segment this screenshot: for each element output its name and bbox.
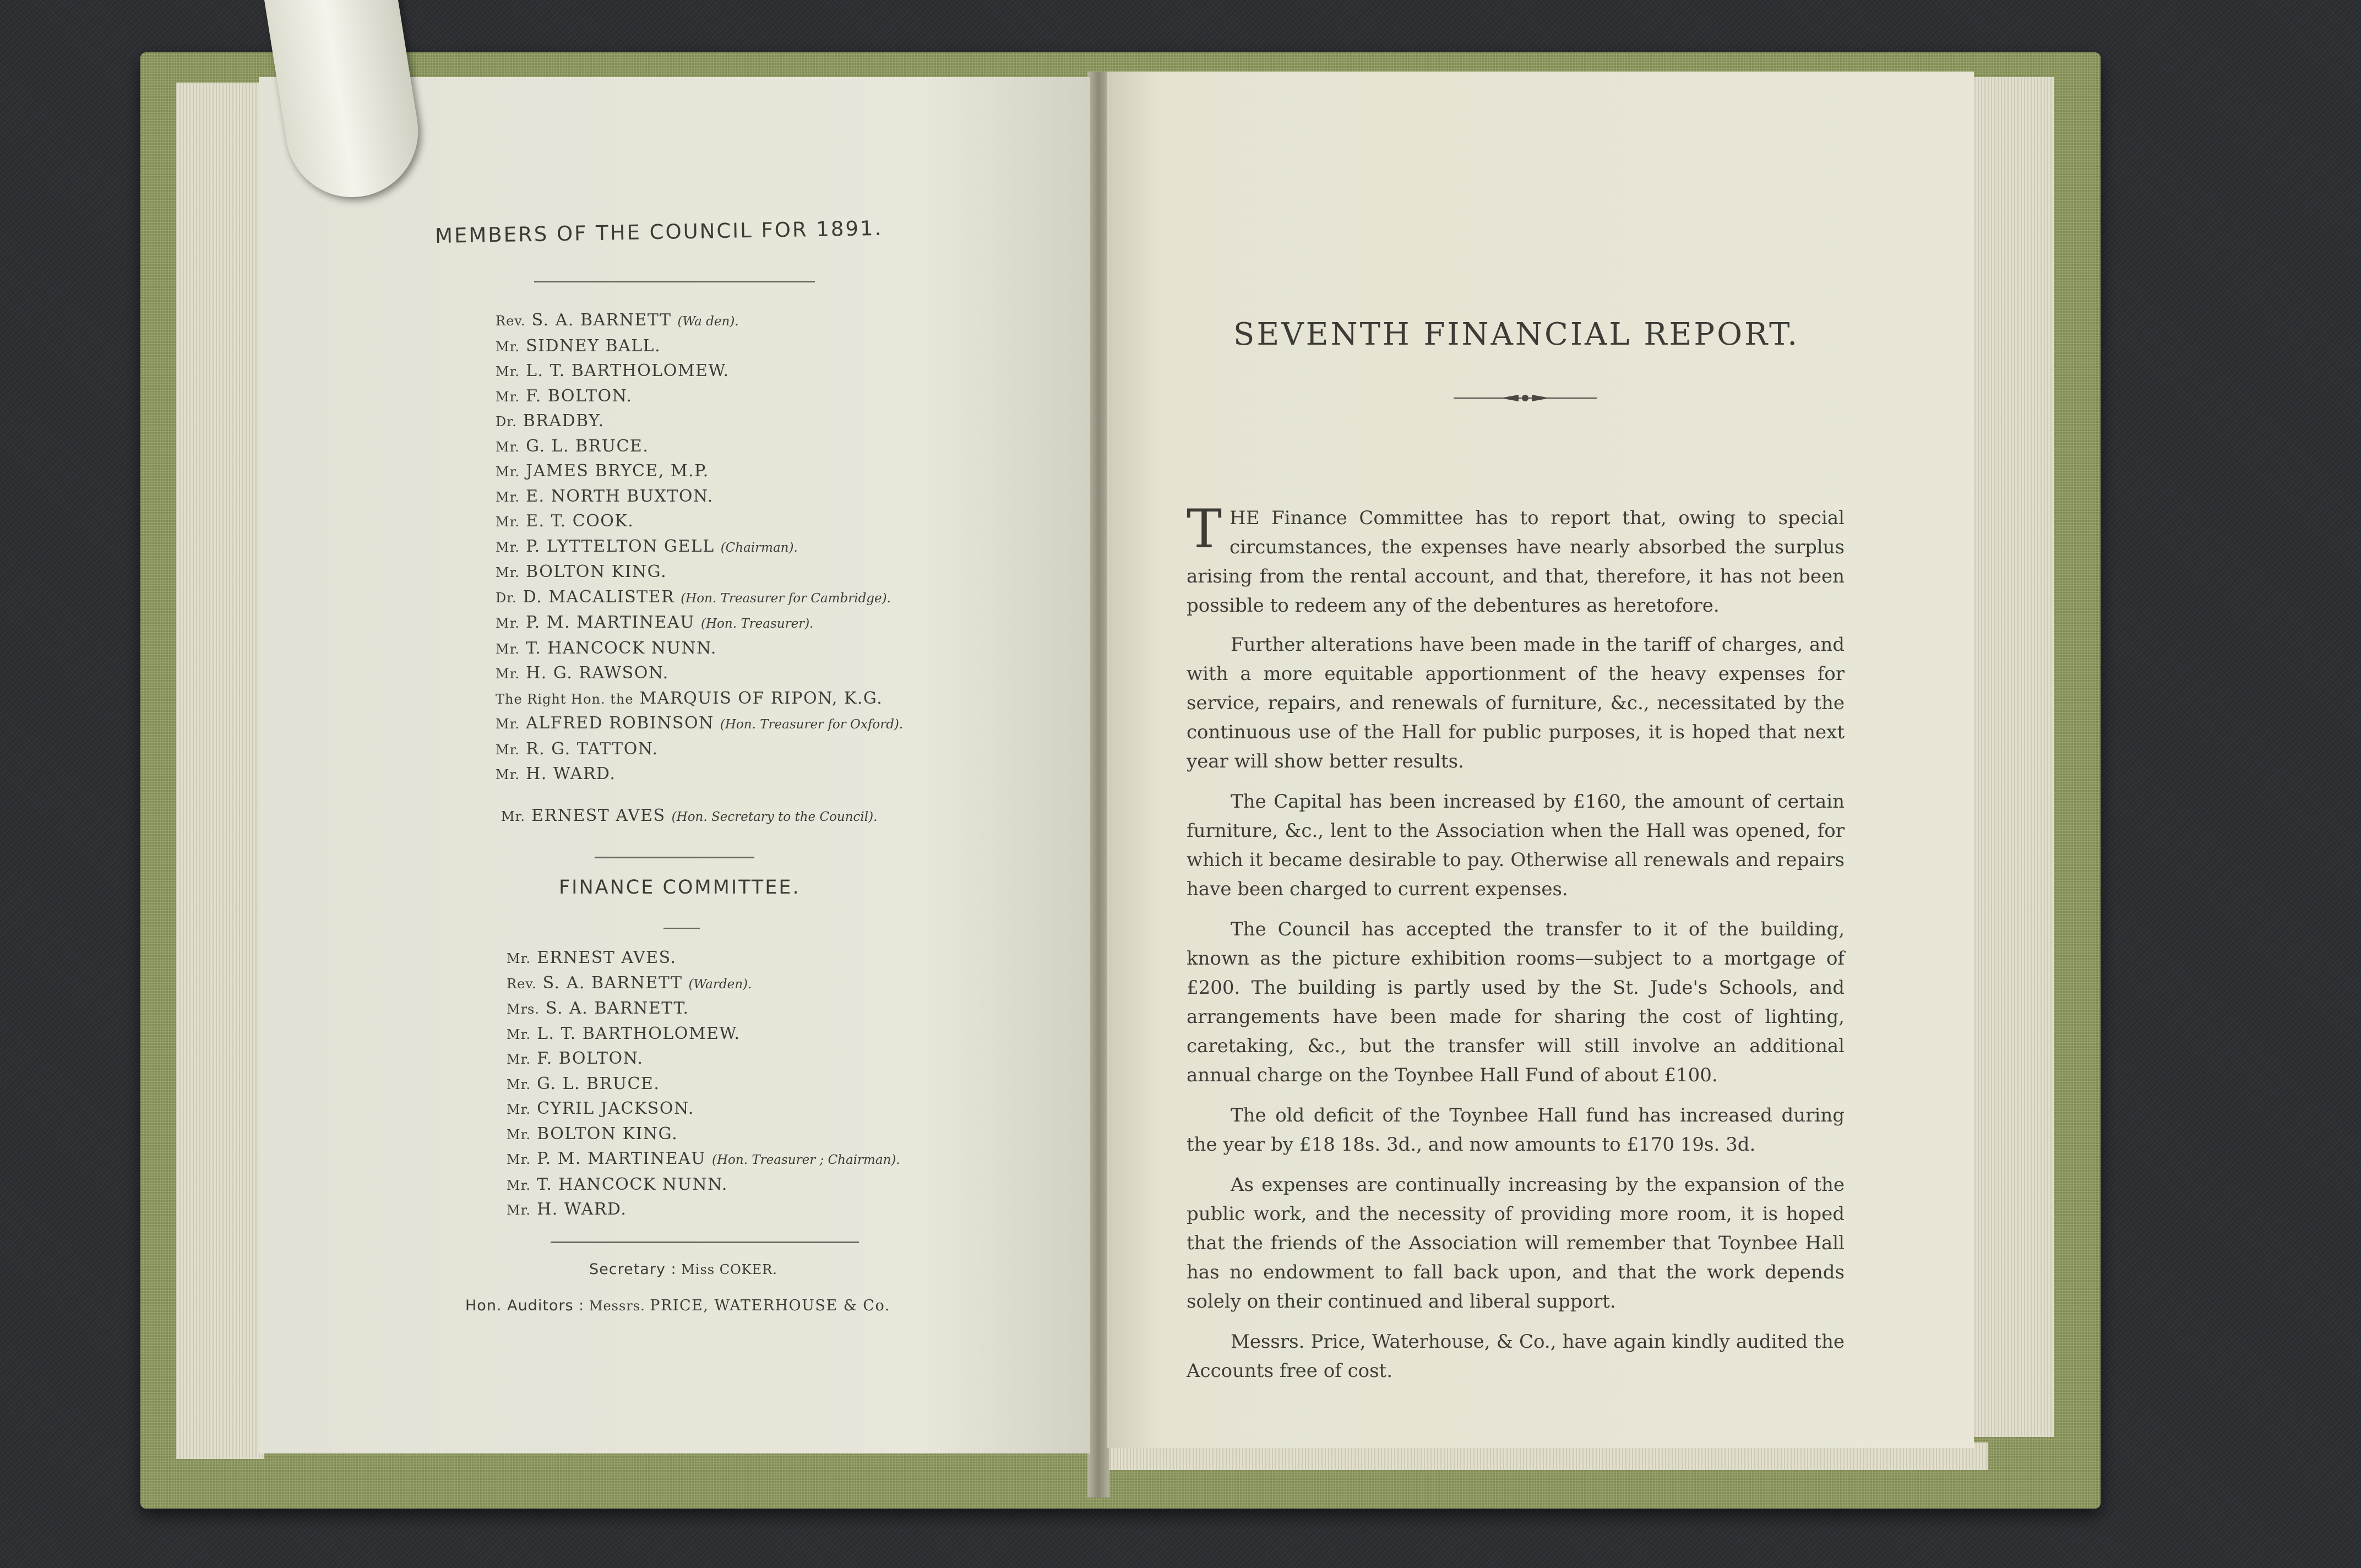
member-honorific: Mr. — [496, 742, 520, 758]
book-gutter — [1087, 72, 1109, 1498]
member-honorific: Rev. — [507, 976, 537, 992]
member-name: F. BOLTON. — [537, 1049, 644, 1068]
report-paragraph-5: The old deficit of the Toynbee Hall fund has increased during the year by £18 18s. 3d., and now amounts to £170 19s. 3d. — [1187, 1104, 1845, 1156]
member-honorific: Mr. — [496, 489, 520, 505]
member-note: (Warden). — [688, 977, 752, 992]
member-entry — [507, 1173, 900, 1198]
member-name: MARQUIS OF RIPON, K.G. — [639, 688, 883, 708]
auditors-line: Hon. Auditors : Messrs. PRICE, WATERHOUSE & Co. — [465, 1297, 890, 1314]
report-paragraph-2: Further alterations have been made in the tariff of charges, and with a more equitable apportionment of the heavy expenses for service, repairs, and renewals of furniture, &c., necessitated by the continuous use of the Hall for public purposes, it is hoped that next year will show better results. — [1187, 634, 1845, 772]
member-honorific: Mr. — [496, 464, 520, 480]
member-name: T. HANCOCK NUNN. — [526, 638, 717, 658]
member-name: CYRIL JACKSON. — [537, 1099, 694, 1118]
member-name: H. WARD. — [526, 764, 616, 783]
member-entry — [507, 1147, 900, 1173]
council-title-rule — [534, 281, 815, 282]
member-entry — [507, 1047, 900, 1072]
member-entry — [496, 308, 903, 334]
member-honorific: Mr. — [507, 1052, 531, 1067]
member-name: H. WARD. — [537, 1200, 627, 1219]
member-entry — [507, 1022, 900, 1047]
member-honorific: Mr. — [496, 767, 520, 782]
member-entry — [496, 535, 903, 560]
member-name: S. A. BARNETT — [531, 311, 672, 330]
finance-ornament-rule — [663, 928, 700, 929]
member-entry — [507, 1197, 900, 1223]
report-paragraph-4: The Council has accepted the transfer to it of the building, known as the picture exhibition rooms—subject to a mortgage of £200. The building is partly used by the St. Jude's Schools, and arrangements have been made for sharing the cost of lighting, caretaking, &c., but the transfer will still involve an additional annual charge on the Toynbee Hall Fund of about £100. — [1187, 918, 1845, 1086]
member-name: JAMES BRYCE, M.P. — [526, 461, 709, 481]
member-name: T. HANCOCK NUNN. — [537, 1174, 728, 1194]
page-edges-left — [176, 83, 264, 1459]
member-name: P. LYTTELTON GELL — [526, 536, 715, 556]
member-name: G. L. BRUCE. — [537, 1074, 660, 1093]
member-honorific: Mr. — [496, 666, 520, 682]
finance-top-rule — [595, 857, 754, 858]
member-name: ALFRED ROBINSON — [526, 714, 714, 733]
secretary-line: Secretary : Miss COKER. — [589, 1261, 777, 1278]
member-honorific: Mr. — [507, 1126, 531, 1142]
report-paragraphs — [1187, 630, 1845, 1386]
report-paragraph-7: Messrs. Price, Waterhouse, & Co., have again kindly audited the Accounts free of cost. — [1187, 1331, 1845, 1382]
member-note: (Chairman). — [720, 540, 798, 555]
member-entry — [496, 334, 903, 360]
member-name: S. A. BARNETT — [542, 973, 683, 993]
member-entry — [507, 1097, 900, 1122]
report-paragraph-1: THE Finance Committee has to report that, owing to special circumstances, the expenses have nearly absorbed the surplus arising from the rental account, and that, therefore, it has not been possible to redeem any of the debentures as heretofore. — [1187, 498, 1845, 617]
member-entry — [496, 737, 903, 763]
member-entry — [496, 585, 903, 611]
member-entry — [496, 636, 903, 662]
member-note: (Hon. Treasurer). — [701, 617, 814, 631]
member-name: BOLTON KING. — [526, 562, 667, 581]
member-entry — [496, 434, 903, 460]
member-note: (Hon. Treasurer for Oxford). — [720, 717, 904, 732]
member-entry — [496, 611, 903, 636]
member-name: F. BOLTON. — [526, 386, 633, 406]
member-name: P. M. MARTINEAU — [526, 613, 695, 632]
report-body — [1187, 498, 1845, 1397]
member-entry — [507, 946, 900, 971]
member-honorific: Mr. — [496, 339, 520, 355]
member-name: R. G. TATTON. — [526, 739, 659, 759]
member-honorific: Mr. — [496, 616, 520, 631]
finance-committee-title: FINANCE COMMITTEE. — [559, 876, 801, 899]
member-honorific: Mr. — [496, 565, 520, 580]
report-paragraph-6: As expenses are continually increasing by the expansion of the public work, and the necessity of providing more room, it is hoped that the friends of the Association will remember that Toynbee Hall has no endowment to fall back upon, and that the work depends solely on their continued and liberal support. — [1187, 1174, 1845, 1313]
member-honorific: Mr. — [496, 364, 520, 379]
member-name: E. NORTH BUXTON. — [526, 486, 714, 506]
member-honorific: Mr. — [496, 539, 520, 555]
title-ornament — [1454, 390, 1597, 406]
report-title: SEVENTH FINANCIAL REPORT. — [1233, 317, 1800, 352]
member-name: P. M. MARTINEAU — [537, 1149, 706, 1168]
member-name: BOLTON KING. — [537, 1124, 678, 1144]
member-honorific: Rev. — [496, 313, 526, 329]
member-entry — [496, 484, 903, 510]
member-honorific: Mr. — [496, 641, 520, 657]
member-honorific: Dr. — [496, 590, 517, 606]
member-honorific: Mr. — [507, 1102, 531, 1117]
right-page — [1107, 72, 1974, 1448]
member-entry — [496, 711, 903, 737]
member-name: BRADBY. — [523, 411, 605, 431]
finance-members-list — [507, 946, 900, 1223]
council-members-list — [496, 308, 903, 787]
member-name: G. L. BRUCE. — [526, 436, 649, 456]
member-note: (Hon. Treasurer for Cambridge). — [681, 591, 891, 606]
member-entry — [496, 661, 903, 687]
left-page — [259, 77, 1090, 1453]
footer-rule — [551, 1242, 859, 1243]
member-honorific: Mr. — [507, 1202, 531, 1218]
council-title: MEMBERS OF THE COUNCIL FOR 1891. — [434, 216, 883, 248]
member-entry — [507, 1122, 900, 1147]
member-honorific: The Right Hon. the — [496, 691, 634, 707]
member-honorific: Mrs. — [507, 1001, 540, 1017]
member-entry — [496, 384, 903, 410]
member-note: (Wa den). — [677, 314, 739, 329]
member-honorific: Mr. — [496, 389, 520, 405]
member-name: L. T. BARTHOLOMEW. — [537, 1023, 741, 1043]
member-name: S. A. BARNETT. — [546, 999, 689, 1018]
member-honorific: Mr. — [496, 439, 520, 455]
member-name: L. T. BARTHOLOMEW. — [526, 361, 730, 380]
member-entry — [496, 687, 903, 712]
member-entry — [496, 459, 903, 484]
report-paragraph-3: The Capital has been increased by £160, the amount of certain furniture, &c., lent to the Association when the Hall was opened, for which it became desirable to pay. Otherwise all renewals and repairs have been charged to current expenses. — [1187, 791, 1845, 900]
member-honorific: Mr. — [507, 1076, 531, 1092]
page-edges-right — [1971, 77, 2054, 1437]
drop-cap: T — [1187, 498, 1222, 560]
member-honorific: Mr. — [496, 514, 520, 530]
member-honorific: Mr. — [496, 716, 520, 732]
member-name: E. T. COOK. — [526, 511, 634, 531]
member-entry — [507, 1072, 900, 1097]
member-honorific: Mr. — [507, 1026, 531, 1042]
member-entry — [507, 971, 900, 997]
member-honorific: Mr. — [507, 1152, 531, 1167]
council-secretary-line: Mr. ERNEST AVES (Hon. Secretary to the Council). — [501, 806, 878, 825]
member-note: (Hon. Treasurer ; Chairman). — [712, 1153, 900, 1167]
member-name: D. MACALISTER — [523, 587, 675, 607]
member-entry — [496, 359, 903, 384]
member-entry — [496, 560, 903, 585]
member-honorific: Dr. — [496, 414, 517, 429]
member-name: H. G. RAWSON. — [526, 663, 669, 683]
member-honorific: Mr. — [507, 1177, 531, 1193]
member-entry — [507, 997, 900, 1022]
member-name: ERNEST AVES. — [537, 948, 677, 967]
member-entry — [496, 409, 903, 434]
member-name: SIDNEY BALL. — [526, 336, 661, 356]
member-honorific: Mr. — [507, 951, 531, 966]
member-entry — [496, 509, 903, 535]
member-entry — [496, 762, 903, 787]
